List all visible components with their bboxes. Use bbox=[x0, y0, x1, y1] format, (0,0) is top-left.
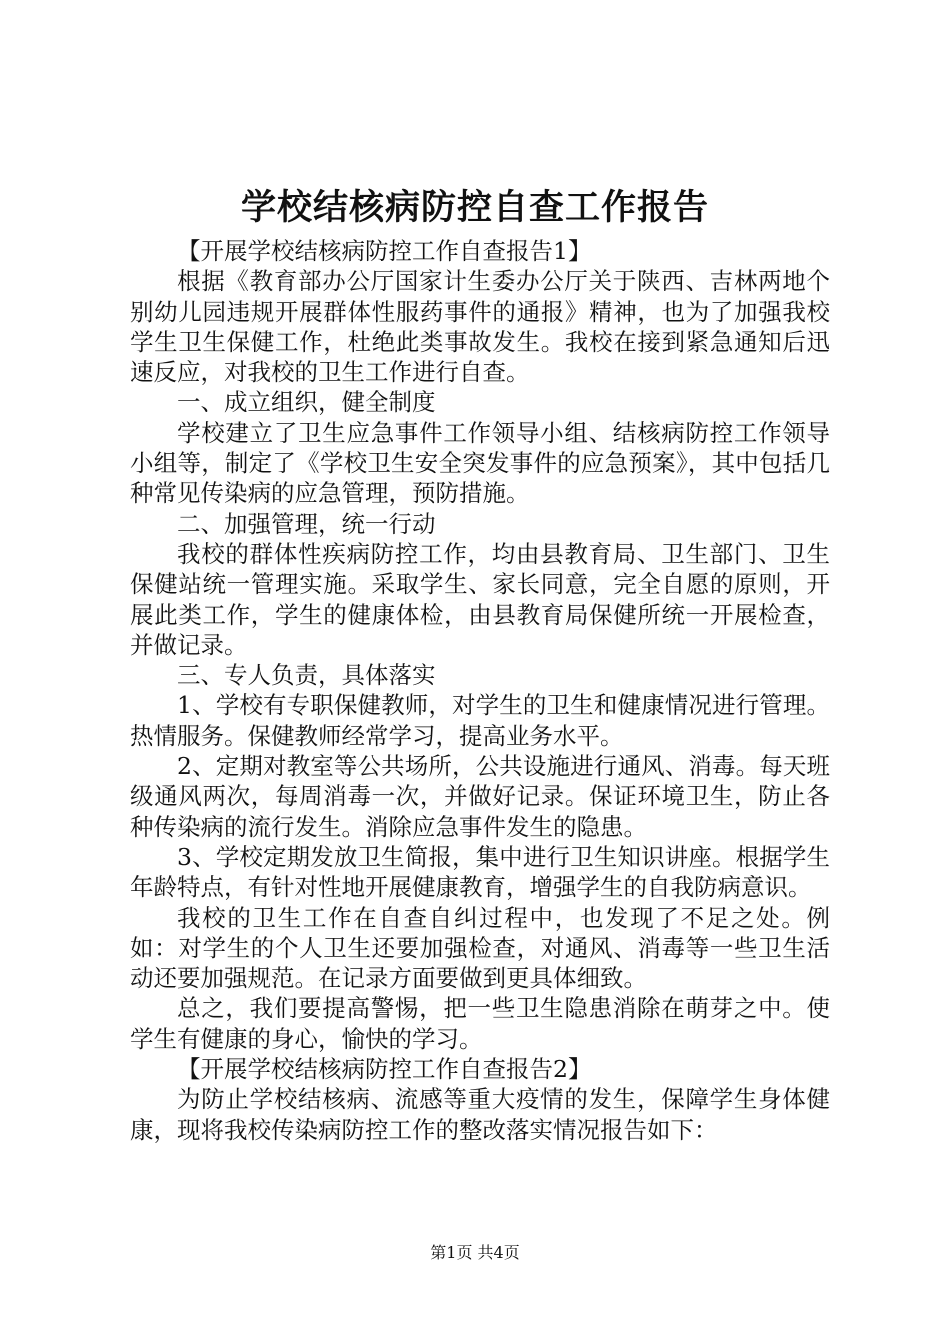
paragraph: 我校的群体性疾病防控工作，均由县教育局、卫生部门、卫生保健站统一管理实施。采取学生、家长同意，完全自愿的原则，开展此类工作，学生的健康体检，由县教育局保健所统一开展检查，并做记录。 bbox=[130, 539, 830, 659]
document-title: 学校结核病防控自查工作报告 bbox=[240, 188, 709, 228]
section-heading: 一、成立组织，健全制度 bbox=[177, 388, 436, 417]
paragraph: 学校建立了卫生应急事件工作领导小组、结核病防控工作领导小组等，制定了《学校卫生安全突发事件的应急预案》，其中包括几种常见传染病的应急管理，预防措施。 bbox=[130, 418, 830, 508]
paragraph: 总之，我们要提高警惕，把一些卫生隐患消除在萌芽之中。使学生有健康的身心，愉快的学习。 bbox=[130, 994, 830, 1053]
section-heading-report-1: 【开展学校结核病防控工作自查报告1】 bbox=[177, 237, 592, 265]
list-item: 1、学校有专职保健教师，对学生的卫生和健康情况进行管理。热情服务。保健教师经常学习，提高业务水平。 bbox=[130, 691, 830, 750]
paragraph: 根据《教育部办公厅国家计生委办公厅关于陕西、吉林两地个别幼儿园违规开展群体性服药事件的通报》精神，也为了加强我校学生卫生保健工作，杜绝此类事故发生。我校在接到紧急通知后迅速反应，对我校的卫生工作进行自查。 bbox=[130, 267, 830, 387]
paragraph: 为防止学校结核病、流感等重大疫情的发生，保障学生身体健康，现将我校传染病防控工作的整改落实情况报告如下： bbox=[130, 1085, 830, 1144]
list-item: 2、定期对教室等公共场所，公共设施进行通风、消毒。每天班级通风两次，每周消毒一次，并做好记录。保证环境卫生，防止各种传染病的流行发生。消除应急事件发生的隐患。 bbox=[130, 752, 830, 841]
section-heading: 二、加强管理，统一行动 bbox=[177, 509, 436, 538]
document-body bbox=[130, 236, 830, 1145]
page-number-footer: 第1页 共4页 bbox=[430, 1243, 520, 1262]
list-item: 3、学校定期发放卫生简报，集中进行卫生知识讲座。根据学生年龄特点，有针对性地开展健康教育，增强学生的自我防病意识。 bbox=[130, 842, 830, 902]
section-heading: 三、专人负责，具体落实 bbox=[177, 661, 436, 690]
section-heading-report-2: 【开展学校结核病防控工作自查报告2】 bbox=[177, 1055, 592, 1084]
paragraph: 我校的卫生工作在自查自纠过程中，也发现了不足之处。例如：对学生的个人卫生还要加强检查，对通风、消毒等一些卫生活动还要加强规范。在记录方面要做到更具体细致。 bbox=[130, 903, 830, 993]
